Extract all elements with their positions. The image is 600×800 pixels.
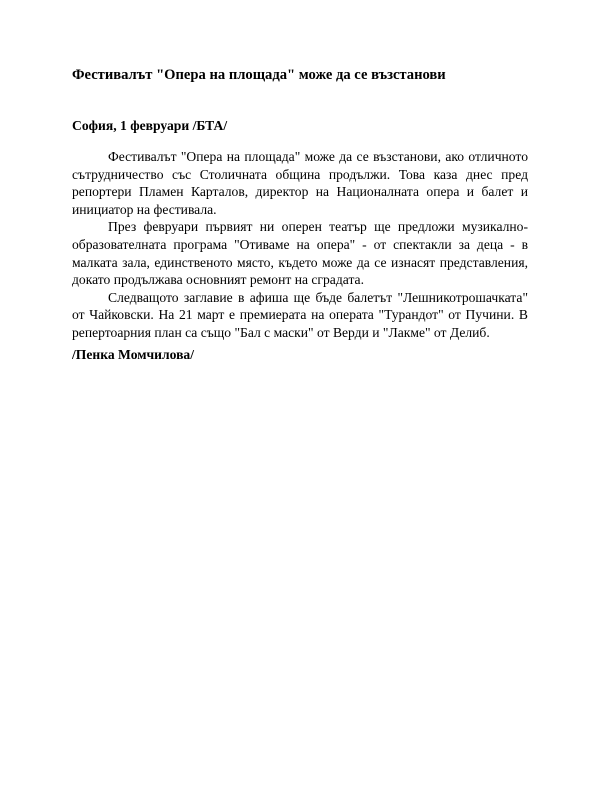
article-paragraph: Следващото заглавие в афиша ще бъде балетът "Лешникотрошачката" от Чайковски. На 21 март е премиерата на операта "Турандот" от Пучини. В репертоарния план са също "Бал с маски" от Верди и "Лакме" от Делиб. <box>72 289 528 340</box>
article-paragraph: Фестивалът "Опера на площада" може да се възстанови, ако отличното сътрудничество със Столичната община продължи. Това каза днес пред репортери Пламен Карталов, директор на Националната опера и балет и инициатор на фестивала. <box>72 149 528 217</box>
article-author: /Пенка Момчилова/ <box>72 347 194 362</box>
article-headline: Фестивалът "Опера на площада" може да се възстанови <box>72 67 446 83</box>
article-body <box>72 148 528 342</box>
article-paragraph: През февруари първият ни оперен театър ще предложи музикално-образователната програма "Отиваме на опера" - от спектакли за деца - в малката зала, единственото място, където може да се изнасят представления, докато продължава основният ремонт на сградата. <box>72 219 528 288</box>
article-dateline: София, 1 февруари /БТА/ <box>72 118 228 133</box>
